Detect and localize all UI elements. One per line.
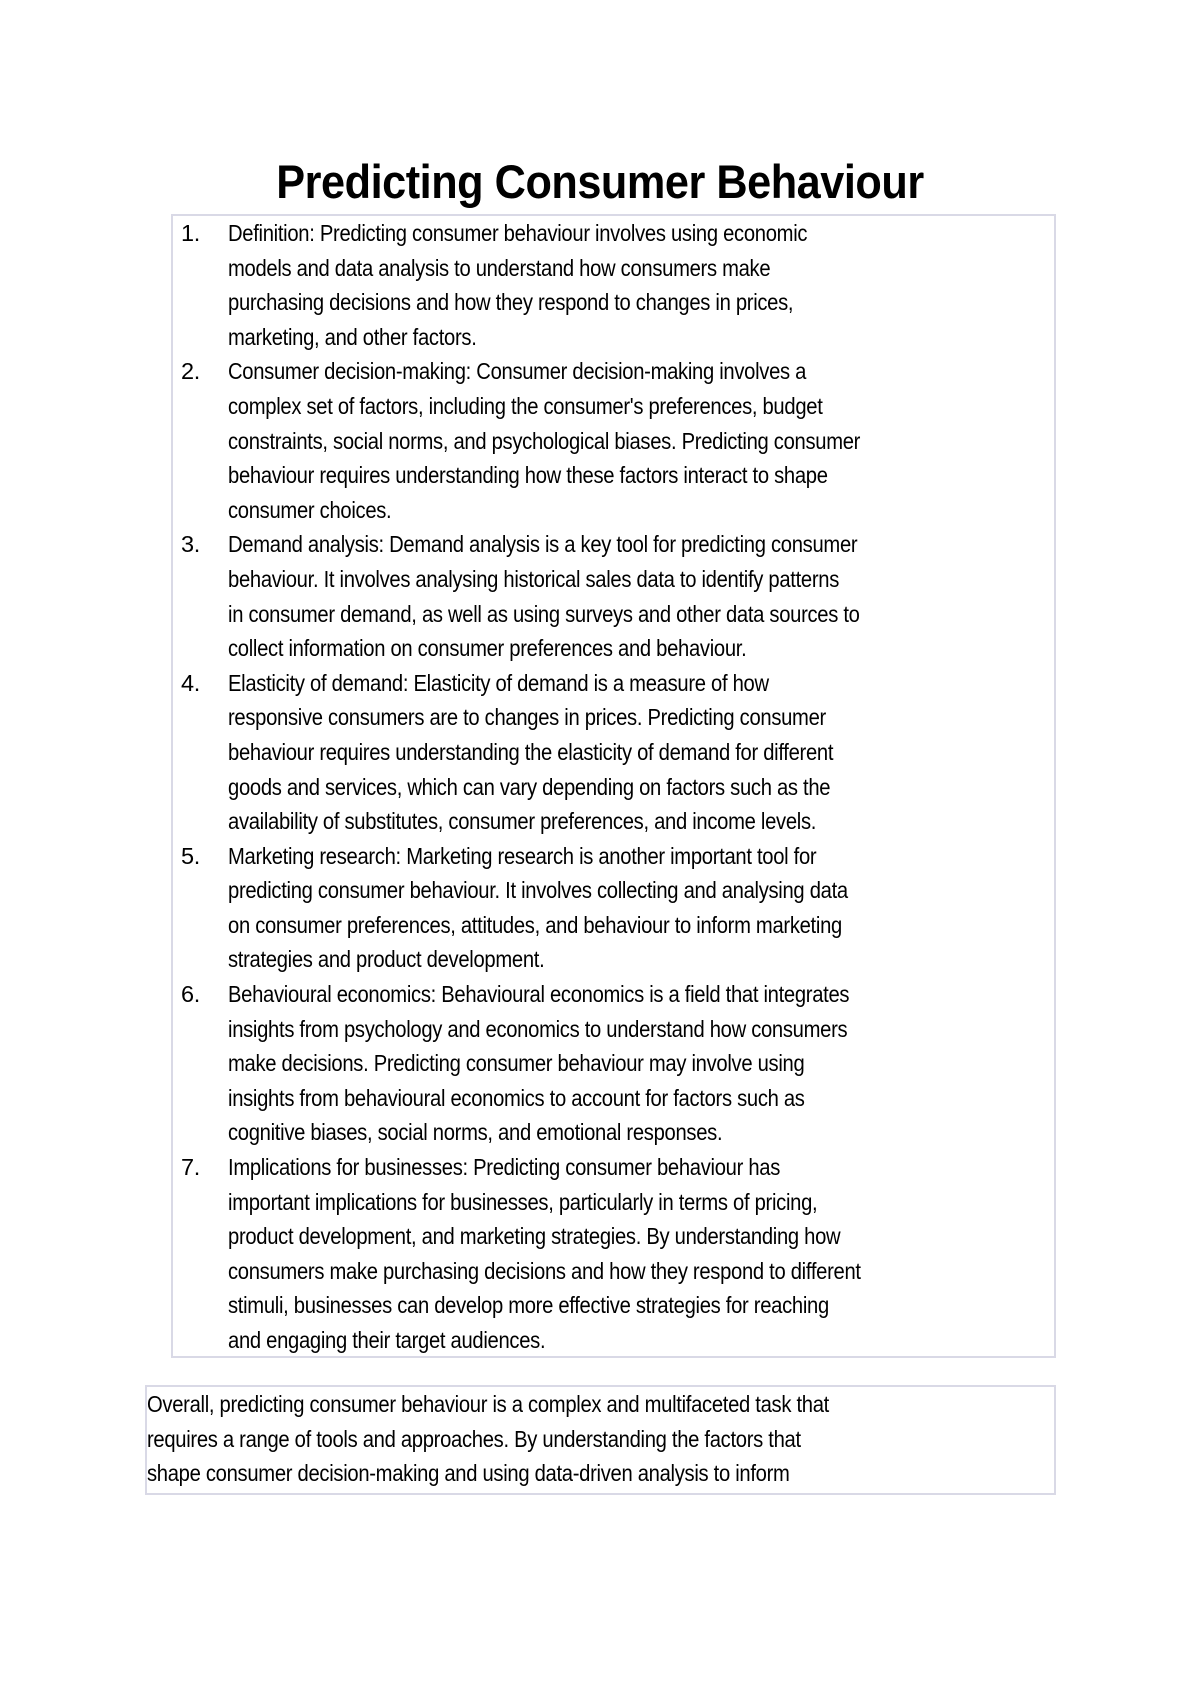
list-item [181,354,964,527]
numbered-list [181,216,964,1358]
list-item-line: in consumer demand, as well as using surveys and other data sources to [228,600,860,627]
list-item-line: predicting consumer behaviour. It involves collecting and analysing data [228,877,848,904]
list-item-line: make decisions. Predicting consumer behaviour may involve using [228,1050,805,1077]
list-item-line: consumer choices. [228,496,392,523]
list-item-line: behaviour requires understanding how these factors interact to shape [228,462,828,489]
list-item-line: strategies and product development. [228,946,545,973]
summary-line: shape consumer decision-making and using data-driven analysis to inform [147,1460,790,1487]
list-item-line: Definition: Predicting consumer behaviour involves using economic [228,220,808,246]
list-item-number: 7. [181,1154,200,1181]
summary-paragraph-box [145,1385,1056,1495]
list-item-line: marketing, and other factors. [228,323,477,350]
list-item-line: constraints, social norms, and psychological biases. Predicting consumer [228,427,861,454]
list-item-line: purchasing decisions and how they respond to changes in prices, [228,289,794,316]
list-item-line: Implications for businesses: Predicting consumer behaviour has [228,1154,780,1181]
list-item-line: complex set of factors, including the consumer's preferences, budget [228,392,823,419]
list-item-line: availability of substitutes, consumer preferences, and income levels. [228,808,817,835]
summary-line: Overall, predicting consumer behaviour is a complex and multifaceted task that [147,1391,829,1417]
list-item-line: stimuli, businesses can develop more effective strategies for reaching [228,1292,829,1319]
numbered-list-box [171,214,1056,1358]
list-item-line: insights from behavioural economics to account for factors such as [228,1084,805,1111]
list-item [181,977,964,1150]
list-item-line: behaviour requires understanding the elasticity of demand for different [228,738,834,765]
list-item-line: Consumer decision-making: Consumer decision-making involves a [228,358,807,385]
list-item-number: 5. [181,842,200,869]
list-item-line: consumers make purchasing decisions and how they respond to different [228,1257,861,1284]
list-item [181,1150,964,1358]
list-item-line: Elasticity of demand: Elasticity of demand is a measure of how [228,669,769,696]
list-item [181,527,964,665]
list-item-number: 3. [181,531,200,558]
list-item-line: insights from psychology and economics to understand how consumers [228,1015,848,1042]
list-item-line: responsive consumers are to changes in prices. Predicting consumer [228,704,826,731]
list-item-line: and engaging their target audiences. [228,1327,546,1353]
list-item-line: behaviour. It involves analysing historical sales data to identify patterns [228,565,840,592]
list-item [181,839,964,977]
list-item-number: 1. [181,220,200,246]
summary-line: requires a range of tools and approaches. By understanding the factors that [147,1425,801,1452]
list-item [181,666,964,839]
list-item-line: important implications for businesses, particularly in terms of pricing, [228,1188,818,1215]
list-item-line: collect information on consumer preferences and behaviour. [228,635,747,662]
list-item-line: Marketing research: Marketing research is another important tool for [228,842,817,869]
list-item-line: cognitive biases, social norms, and emotional responses. [228,1119,723,1146]
page-title: Predicting Consumer Behaviour [276,155,924,208]
list-item-line: goods and services, which can vary depending on factors such as the [228,773,831,800]
list-item-number: 4. [181,669,200,696]
list-item-line: Behavioural economics: Behavioural economics is a field that integrates [228,981,850,1008]
list-item-number: 6. [181,981,200,1008]
list-item-number: 2. [181,358,200,385]
list-item-line: on consumer preferences, attitudes, and behaviour to inform marketing [228,911,842,938]
list-item-line: models and data analysis to understand how consumers make [228,254,771,281]
list-item [181,216,964,354]
list-item-line: Demand analysis: Demand analysis is a key tool for predicting consumer [228,531,858,558]
list-item-line: product development, and marketing strategies. By understanding how [228,1223,841,1250]
